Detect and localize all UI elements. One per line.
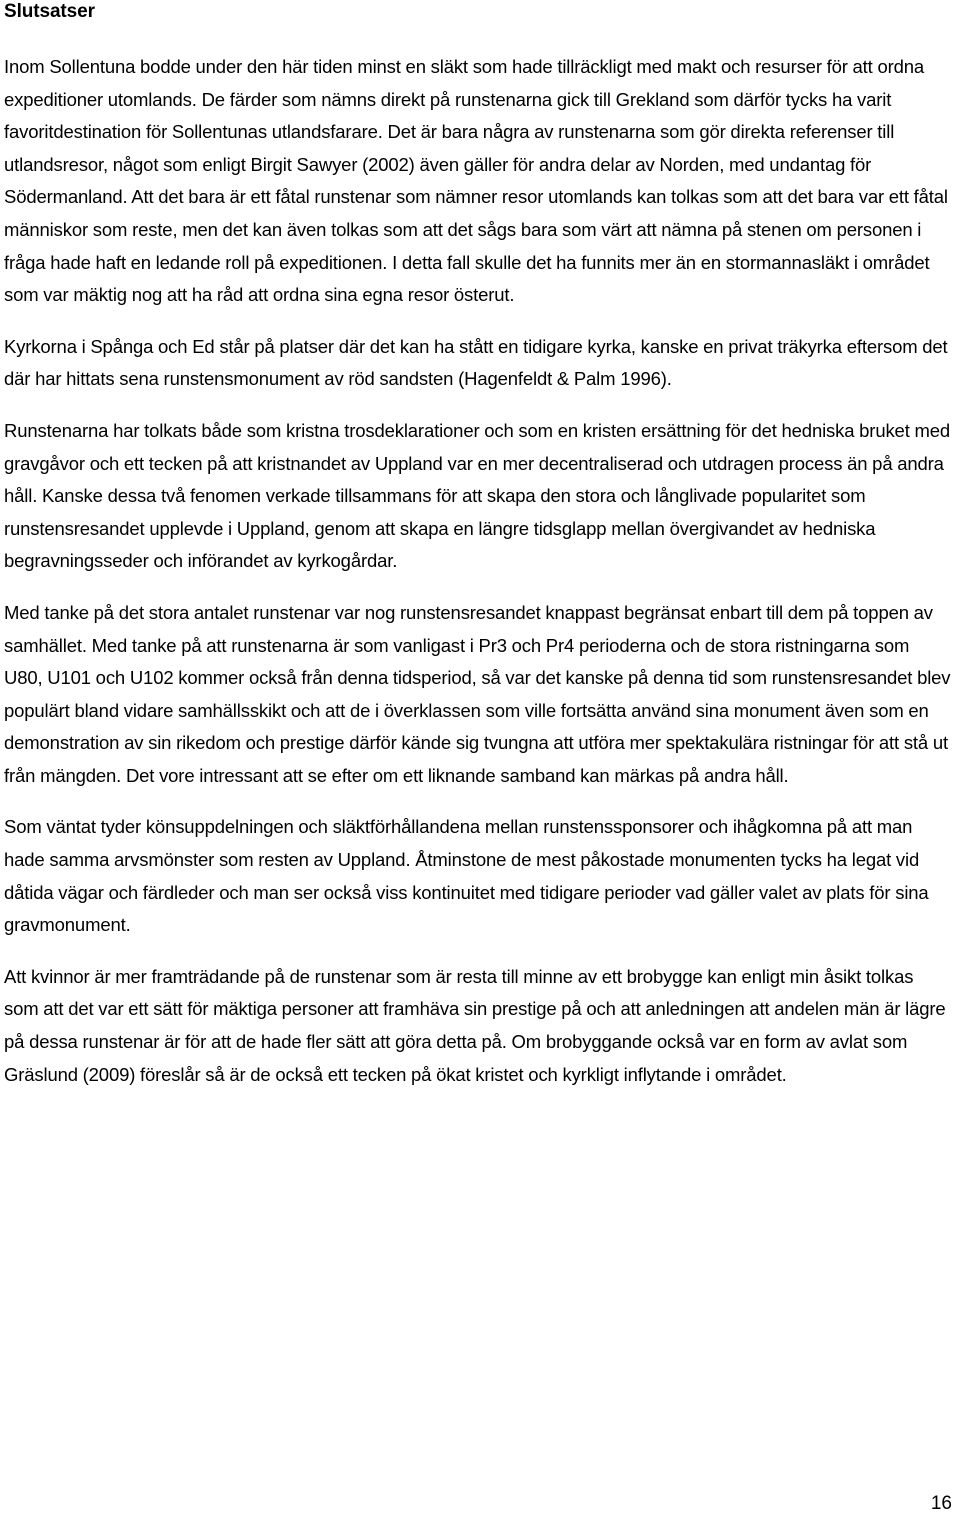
paragraph-6: Att kvinnor är mer framträdande på de runstenar som är resta till minne av ett brobygge kan enligt min åsikt tolkas som att det var ett sätt för mäktiga personer att framhäva sin prestige på och att anledningen att andelen män är lägre på dessa runstenar är för att de hade fler sätt att göra detta på. Om brobyggande också var en form av avlat som Gräslund (2009) föreslår så är de också ett tecken på ökat kristet och kyrkligt inflytande i området. [4,965,946,1085]
body-text [4,51,952,1091]
paragraph-3: Runstenarna har tolkats både som kristna trosdeklarationer och som en kristen ersättning för det hedniska bruket med gravgåvor och ett tecken på att kristnandet av Uppland var en mer decentraliserad och utdragen process än på andra håll. Kanske dessa två fenomen verkade tillsammans för att skapa den stora och långlivade popularitet som runstensresandet upplevde i Uppland, genom att skapa en längre tidsglapp mellan övergivandet av hedniska begravningsseder och införandet av kyrkogårdar. [4,419,951,572]
paragraph-4: Med tanke på det stora antalet runstenar var nog runstensresandet knappast begränsat enbart till dem på toppen av samhället. Med tanke på att runstenarna är som vanligast i Pr3 och Pr4 perioderna och de stora ristningarna som U80, U101 och U102 kommer också från denna tidsperiod, så var det kanske på denna tid som runstensresandet blev populärt bland vidare samhällsskikt och att de i överklassen som ville fortsätta använd sina monument även som en demonstration av sin rikedom och prestige därför kände sig tvungna att utföra mer spektakulära ristningar för att stå ut från mängden. Det vore intressant att se efter om ett liknande samband kan märkas på andra håll. [4,601,951,786]
section-heading: Slutsatser [4,1,95,22]
paragraph-1: Inom Sollentuna bodde under den här tiden minst en släkt som hade tillräckligt med makt och resurser för att ordna expeditioner utomlands. De färder som nämns direkt på runstenarna gick till Grekland som därför tycks ha varit favoritdestination för Sollentunas utlandsfarare. Det är bara några av runstenarna som gör direkta referenser till utlandsresor, något som enligt Birgit Sawyer (2002) även gäller för andra delar av Norden, med undantag för Södermanland. Att det bara är ett fåtal runstenar som nämner resor utomlands kan tolkas som att det bara var ett fåtal människor som reste, men det kan även tolkas som att det sågs bara som värt att nämna på stenen om personen i fråga hade haft en ledande roll på expeditionen. I detta fall skulle det ha funnits mer än en stormannasläkt i området som var mäktig nog att ha råd att ordna sina egna resor österut. [4,56,948,306]
paragraph-2: Kyrkorna i Spånga och Ed står på platser där det kan ha stått en tidigare kyrka, kanske en privat träkyrka eftersom det där har hittats sena runstensmonument av röd sandsten (Hagenfeldt & Palm 1996). [4,335,948,390]
paragraph-5: Som väntat tyder könsuppdelningen och släktförhållandena mellan runstenssponsorer och ihågkomna på att man hade samma arvsmönster som resten av Uppland. Åtminstone de mest påkostade monumenten tycks ha legat vid dåtida vägar och färdleder och man ser också viss kontinuitet med tidigare perioder vad gäller valet av plats för sina gravmonument. [4,816,929,936]
page-number: 16 [930,1493,952,1514]
